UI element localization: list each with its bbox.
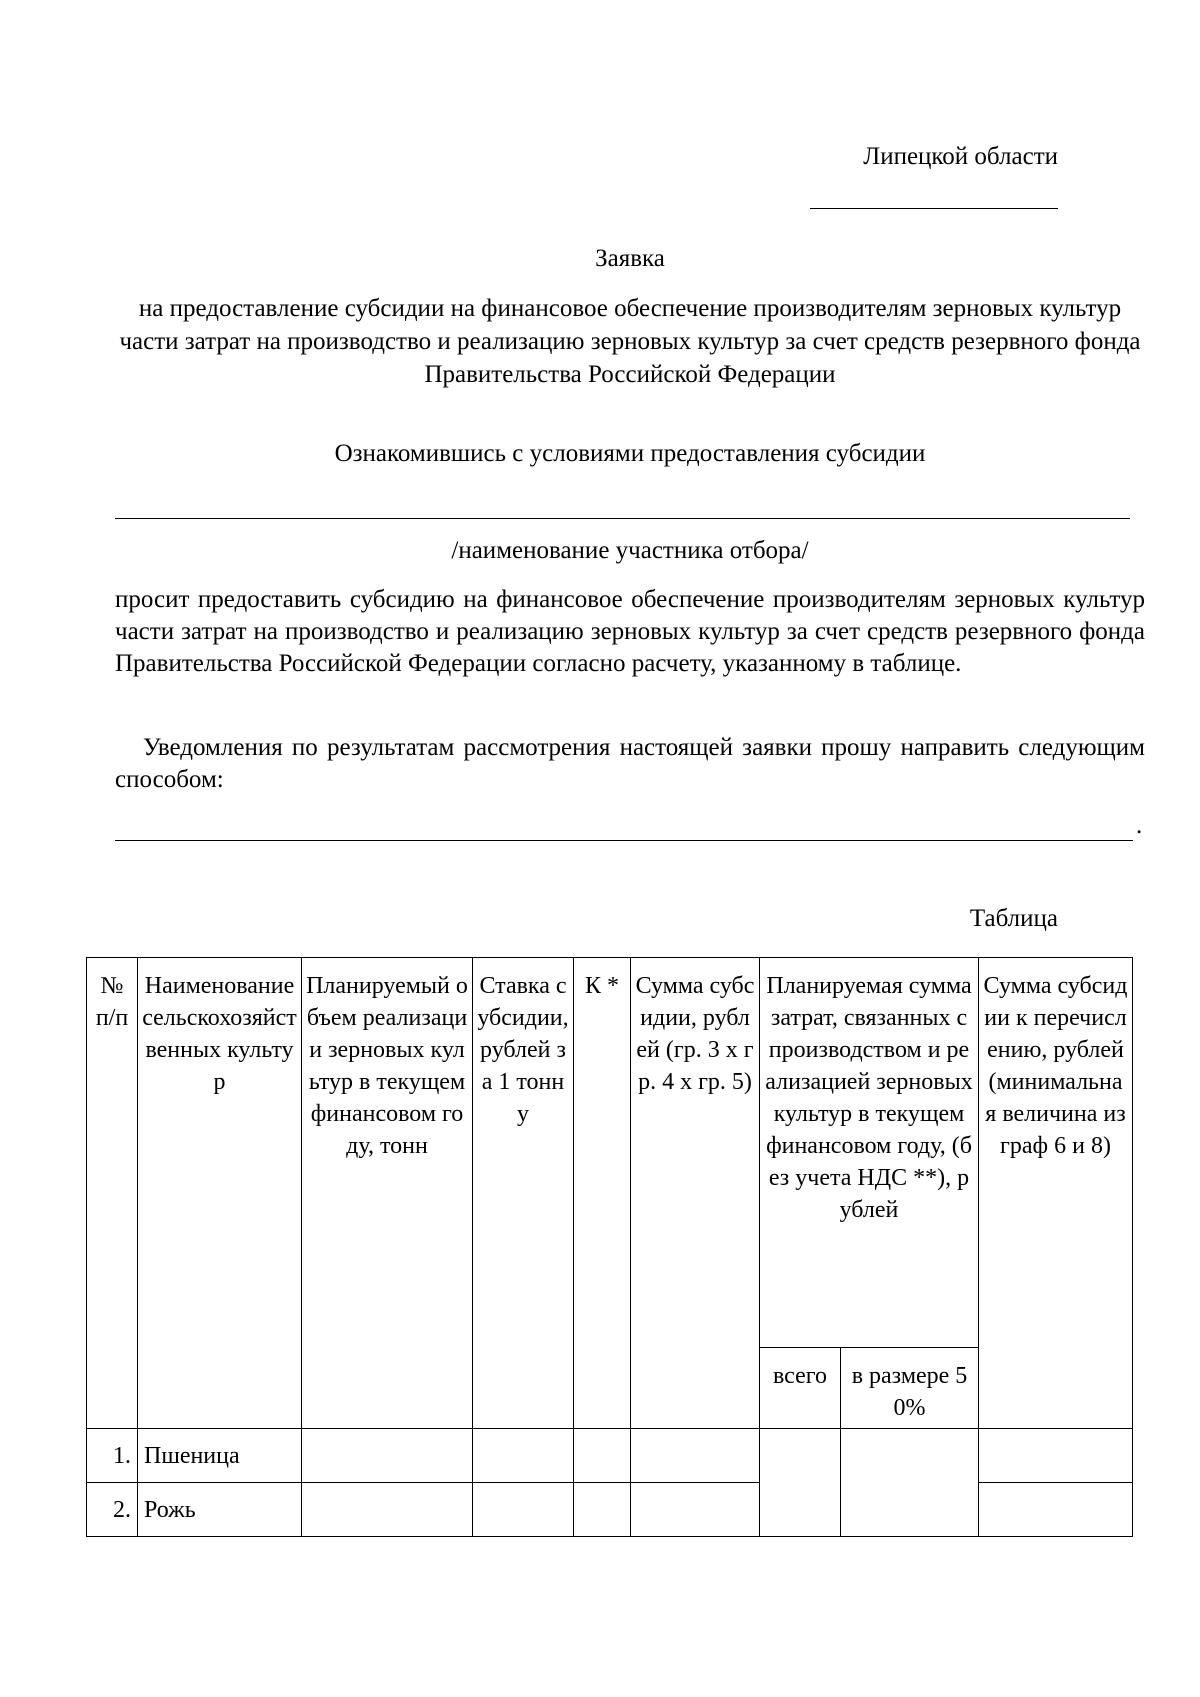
addressee: Липецкой области [863,143,1058,170]
table-row [87,1429,1133,1483]
row-transfer-cell[interactable] [979,1483,1133,1537]
row-sum-cell[interactable] [631,1429,760,1483]
notification-method-line [115,840,1133,841]
line-end-dot: . [1136,812,1143,839]
header-sum: Сумма субсидии, рублей (гр. 3 х гр. 4 х гр. 5) [631,958,760,1429]
row-rate-cell[interactable] [473,1483,574,1537]
participant-name-line [115,518,1130,519]
row-num: 1. [87,1429,138,1483]
header-transfer: Сумма субсидии к перечислению, рублей (минимальная величина из граф 6 и 8) [979,958,1133,1429]
header-costs: Планируемая сумма затрат, связанных с производством и реализацией зерновых культур в текущем финансовом году, (без учета НДС **), рублей [760,958,979,1348]
row-sum-cell[interactable] [631,1483,760,1537]
table-label: Таблица [969,905,1058,932]
row-crop: Пшеница [138,1429,302,1483]
header-costs-half: в размере 50% [841,1348,979,1429]
row-volume-cell[interactable] [302,1429,473,1483]
addressee-signature-line [810,208,1058,209]
row-num: 2. [87,1483,138,1537]
row-k-cell[interactable] [574,1429,631,1483]
table-header-row [87,958,1133,1348]
header-crop: Наименование сельскохозяйственных культур [138,958,302,1429]
costs-total-cell[interactable] [760,1429,841,1537]
header-k: К * [574,958,631,1429]
row-volume-cell[interactable] [302,1483,473,1537]
participant-caption: /наименование участника отбора/ [451,537,809,564]
subsidy-table [86,957,1133,1537]
header-rate: Ставка субсидии, рублей за 1 тонну [473,958,574,1429]
row-k-cell[interactable] [574,1483,631,1537]
row-transfer-cell[interactable] [979,1429,1133,1483]
request-paragraph: просит предоставить субсидию на финансовое обеспечение производителям зерновых культур части затрат на производство и реализацию зерновых культур за счет средств резервного фонда Правительства Российской Федерации согласно расчету, указанному в таблице. [115,586,1145,677]
header-costs-total: всего [760,1348,841,1429]
costs-half-cell[interactable] [841,1429,979,1537]
notification-paragraph: Уведомления по результатам рассмотрения настоящей заявки прошу направить следующим способом: [115,734,1145,793]
header-num: № п/п [87,958,138,1429]
header-volume: Планируемый объем реализации зерновых культур в текущем финансовом году, тонн [302,958,473,1429]
intro-text: Ознакомившись с условиями предоставления субсидии [334,440,926,467]
document-subtitle: на предоставление субсидии на финансовое обеспечение производителям зерновых культур части затрат на производство и реализацию зерновых культур за счет средств резервного фонда Правительства Российской Федерации [119,295,1141,388]
document-title: Заявка [595,245,665,272]
row-crop: Рожь [138,1483,302,1537]
row-rate-cell[interactable] [473,1429,574,1483]
